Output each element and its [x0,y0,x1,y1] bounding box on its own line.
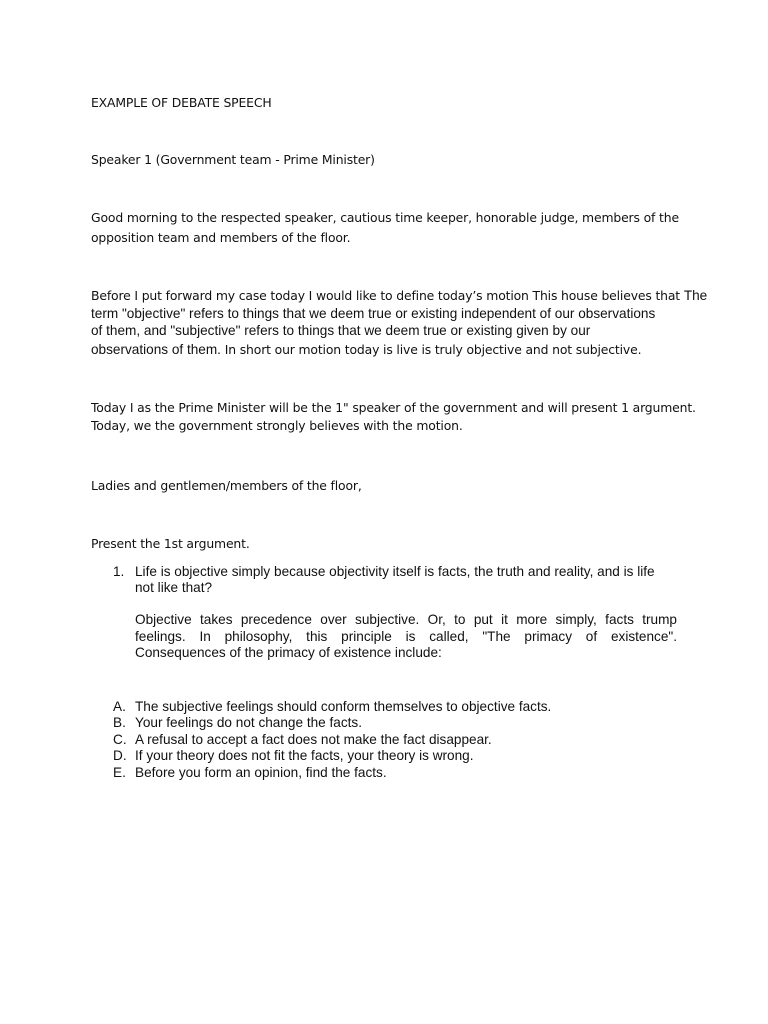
ladies-line: Ladies and gentlemen/members of the floor, [91,478,362,493]
consequence-letter-e: E. [113,765,126,780]
argument-number: 1. [113,564,125,579]
definition-line-1-tail: The [683,288,708,303]
definition-line-2: term "objective" refers to things that we deem true or existing independent of our observations [91,306,656,321]
consequence-item-e: Before you form an opinion, find the facts. [135,765,387,780]
greeting-line-1: Good morning to the respected speaker, cautious time keeper, honorable judge, members of the [91,210,679,225]
consequence-item-d: If your theory does not fit the facts, your theory is wrong. [135,748,474,763]
greeting-line-2: opposition team and members of the floor. [91,230,351,245]
speaker-heading: Speaker 1 (Government team - Prime Minister) [91,152,375,167]
consequence-item-a: The subjective feelings should conform themselves to objective facts. [135,699,552,714]
definition-line-4-tail: In short our motion today is live is truly objective and not subjective. [220,342,642,357]
definition-line-3: of them, and "subjective" refers to things that we deem true or existing given by our [91,323,591,338]
definition-line-4 [91,341,641,358]
consequence-letter-d: D. [113,748,127,763]
argument-line-1: Life is objective simply because objectivity itself is facts, the truth and reality, and is life [135,564,655,579]
today-line-2: Today, we the government strongly believes with the motion. [91,418,463,433]
definition-line-1 [91,287,707,304]
consequence-item-b: Your feelings do not change the facts. [135,715,362,730]
consequence-letter-c: C. [113,732,127,747]
consequence-item-c: A refusal to accept a fact does not make the fact disappear. [135,732,492,747]
present-argument-line: Present the 1st argument. [91,536,250,551]
argument-line-2: not like that? [135,580,213,595]
definition-line-4-head: observations of them. [91,342,221,357]
document-title: EXAMPLE OF DEBATE SPEECH [91,95,272,110]
argument-para-line-2: feelings. In philosophy, this principle is called, "The primacy of existence". [135,629,677,644]
consequence-letter-a: A. [113,699,126,714]
today-line-1: Today I as the Prime Minister will be the 1" speaker of the government and will present 1 argument. [91,400,696,415]
argument-para-line-3: Consequences of the primacy of existence include: [135,645,442,660]
argument-para-line-1: Objective takes precedence over subjective. Or, to put it more simply, facts trump [135,612,677,627]
consequence-letter-b: B. [113,715,126,730]
definition-line-1-text: Before I put forward my case today I would like to define today’s motion This house believes that [91,288,681,303]
